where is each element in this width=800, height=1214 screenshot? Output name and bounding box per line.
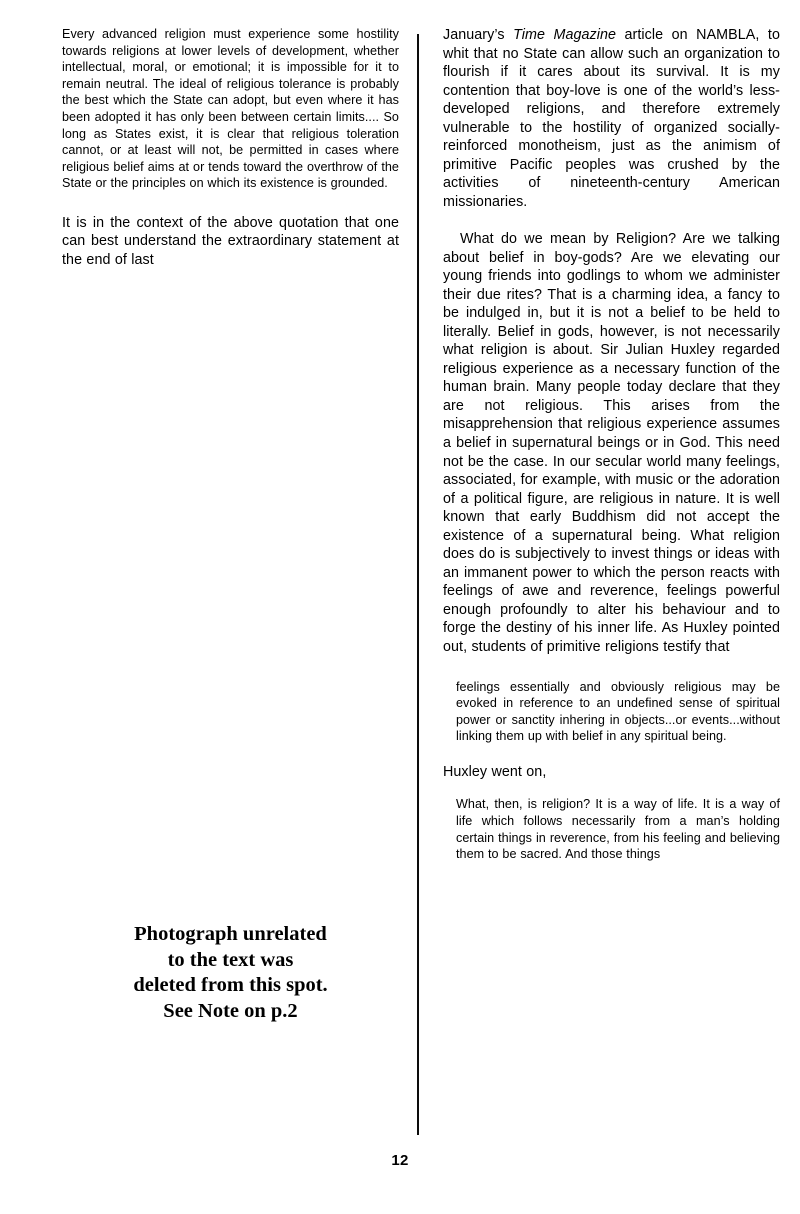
photo-notice-line-3: deleted from this spot. xyxy=(133,974,328,996)
photo-notice-line-4: See Note on p.2 xyxy=(163,999,298,1022)
blockquote-lead-in: Huxley went on, xyxy=(443,763,547,780)
photo-notice-line-1: Photograph unrelated xyxy=(134,923,327,945)
blockquote-huxley-feelings: feelings essentially and obviously religious may be evoked in reference to an undefined sense of spiritual power or sanctity inhering in objects...or events...without linking them up with belief in any spiritual being. xyxy=(456,679,780,744)
left-column-body-paragraph: It is in the context of the above quotation that one can best understand the extraordinary statement at the end of last xyxy=(62,214,399,269)
left-text-column xyxy=(62,26,399,270)
paragraph-1-text-after-title: article on NAMBLA, to whit that no State can allow such an organization to flourish if it cares about its survival. It is my contention that boy-love is one of the world’s less-developed religions, and therefore extremely vulnerable to the hostility of organized socially-reinforced monotheism, just as the animism of primitive Pacific peoples was crushed by the activities of nineteenth-century American missionaries. xyxy=(443,27,780,210)
photo-removed-notice xyxy=(62,922,399,1024)
column-divider-rule xyxy=(417,34,419,1135)
page-number: 12 xyxy=(391,1152,409,1169)
right-column-paragraph-2: What do we mean by Religion? Are we talking about belief in boy-gods? Are we elevating our young friends into godlings to whom we administer their due rites? That is a charming idea, a fancy to be indulged in, but it is not a belief to be held to literally. Belief in gods, however, is not necessarily what religion is about. Sir Julian Huxley regarded religious experience as a necessary function of the human brain. Many people today declare that they are not religious. This arises from the misapprehension that religious experience assumes a belief in supernatural beings or in God. This need not be the case. In our secular world many feelings, associated, for example, with music or the adoration of a political figure, are religious in nature. It is well known that early Buddhism did not accept the existence of a supernatural being. What religion does do is subjectively to invest things or ideas with an immanent power to which the person reacts with feelings of awe and reverence, feelings powerful enough profoundly to alter his behaviour and to forge the destiny of his inner life. As Huxley pointed out, students of primitive religions testify that xyxy=(443,230,780,655)
right-text-column xyxy=(443,26,780,863)
paragraph-1-text-before-title: January’s xyxy=(443,27,514,43)
photo-notice-line-2: to the text was xyxy=(167,948,294,971)
blockquote-huxley-what-is-religion: What, then, is religion? It is a way of life. It is a way of life which follows necessarily from a man’s holding certain things in reverence, from his feeling and believing them to be sacred. And those things xyxy=(456,797,780,862)
magazine-title-italic: Time Magazine xyxy=(513,27,617,43)
right-column-paragraph-1 xyxy=(443,26,780,211)
left-column-extract-quotation: Every advanced religion must experience some hostility towards religions at lower levels of development, whether intellectual, moral, or emotional; it is impossible for it to remain neutral. The ideal of religious tolerance is probably the best which the State can adopt, but even where it has been adopted it has only been between certain limits.... So long as States exist, it is clear that religious toleration cannot, or at least will not, be permitted in cases where religious belief aims at or tends toward the overthrow of the State or the principles on which its existence is grounded. xyxy=(62,27,399,191)
